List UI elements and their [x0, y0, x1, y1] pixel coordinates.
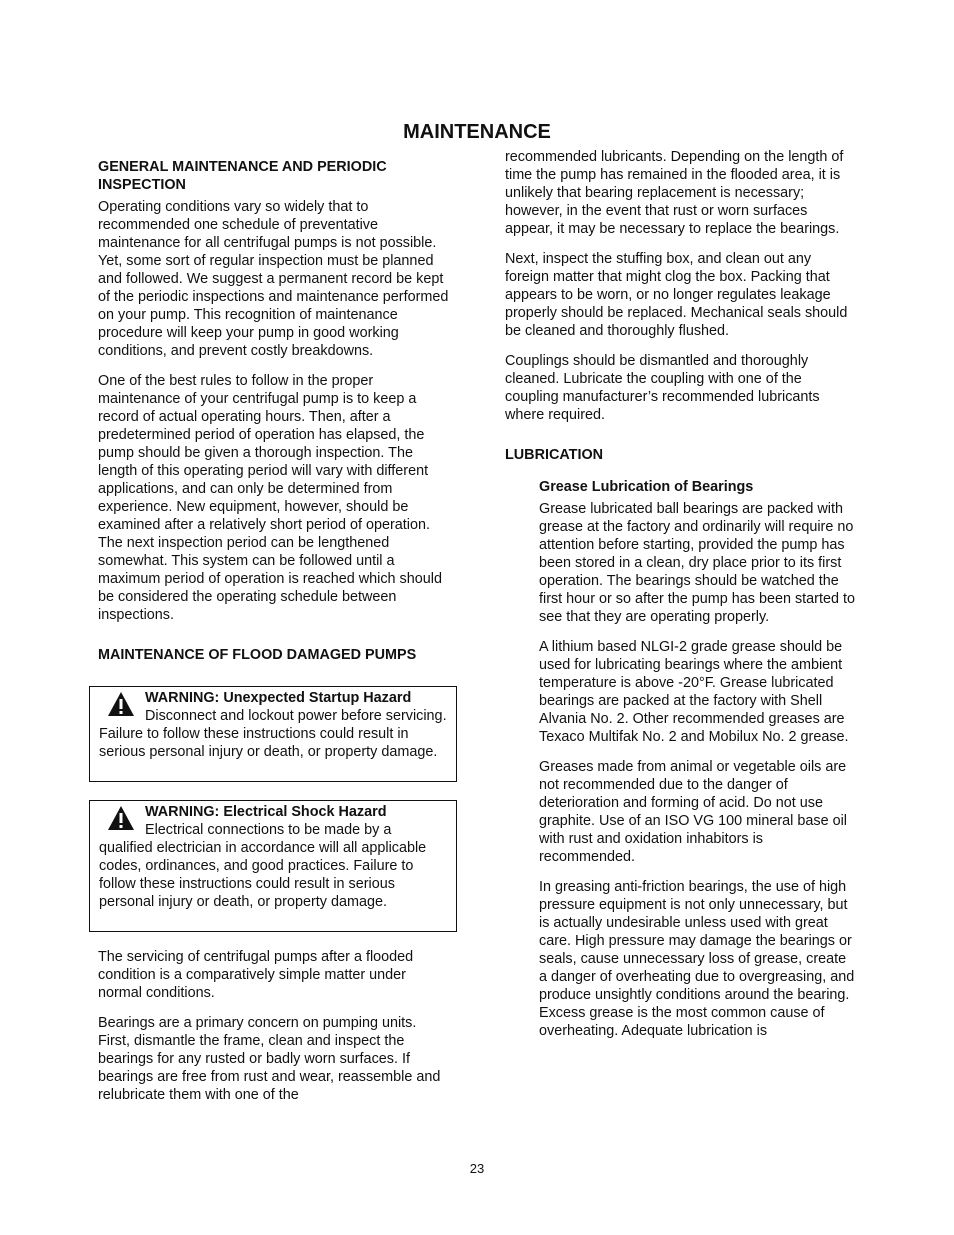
section-heading-lubrication: LUBRICATION — [505, 447, 604, 463]
warning-triangle-icon — [107, 805, 135, 831]
paragraph-general-1: Operating conditions vary so widely that to recommended one schedule of preventative maintenance for all centrifugal pumps is not possible. Yet, some sort of regular inspection must be planned and followed. We suggest a permanent record be kept of the periodic inspections and maintenance performed on your pump. This recognition of maintenance procedure will keep your pump in good working conditions, and prevent costly breakdowns. — [98, 199, 449, 359]
warning-triangle-icon — [107, 691, 135, 717]
warning-text: Electrical connections to be made by a qualified electrician in accordance will all applicable codes, ordinances, and good practices. Failure to follow these instructions could result in serious personal injury or death, or property damage. — [99, 822, 427, 910]
warning-box-startup-hazard — [89, 686, 457, 782]
paragraph-right-1: recommended lubricants. Depending on the length of time the pump has remained in the flooded area, it is unlikely that bearing replacement is necessary; however, in the event that rust or worn surfaces appear, it may be necessary to replace the bearings. — [505, 149, 844, 237]
paragraph-grease-1: Grease lubricated ball bearings are packed with grease at the factory and ordinarily will require no attention before starting, provided the pump has been stored in a clean, dry place prior to its first operation. The bearings should be watched the first hour or so after the pump has been started to see that they are operating properly. — [539, 501, 855, 625]
paragraph-flood-1: The servicing of centrifugal pumps after a flooded condition is a comparatively simple matter under normal conditions. — [98, 949, 414, 1001]
paragraph-right-2: Next, inspect the stuffing box, and clean out any foreign matter that might clog the box. Packing that appears to be worn, or no longer regulates leakage properly should be replaced. Mechanical seals should be cleaned and thoroughly flushed. — [505, 251, 848, 339]
grease-lubrication-section — [505, 478, 857, 1040]
left-column-lower — [98, 948, 450, 1104]
paragraph-grease-4: In greasing anti-friction bearings, the use of high pressure equipment is not only unnecessary, but is actually undesirable unless used with great care. High pressure may damage the bearings or seals, cause unnecessary loss of grease, create a danger of overheating due to overgreasing, and produce unsightly conditions around the bearing. Excess grease is the most common cause of overheating. Adequate lubrication is — [539, 879, 855, 1039]
section-heading-flood-damaged: MAINTENANCE OF FLOOD DAMAGED PUMPS — [98, 647, 417, 663]
section-heading-general-maintenance: GENERAL MAINTENANCE AND PERIODIC INSPECTION — [98, 159, 387, 193]
subheading-grease-lubrication: Grease Lubrication of Bearings — [539, 479, 754, 495]
warning-box-electrical-shock — [89, 800, 457, 932]
warning-title: WARNING: Unexpected Startup Hazard — [145, 690, 412, 706]
paragraph-grease-3: Greases made from animal or vegetable oils are not recommended due to the danger of deterioration and forming of acid. Do not use graphite. Use of an ISO VG 100 mineral base oil with rust and oxidation inhabitors is recommended. — [539, 759, 847, 865]
paragraph-right-3: Couplings should be dismantled and thoroughly cleaned. Lubricate the coupling with one of the coupling manufacturer’s recommended lubricants where required. — [505, 353, 820, 423]
page-title: MAINTENANCE — [403, 121, 551, 143]
paragraph-grease-2: A lithium based NLGI-2 grade grease should be used for lubricating bearings where the ambient temperature is above -20°F. Grease lubricated bearings are packed at the factory with Shell Alvania No. 2. Other recommended greases are Texaco Multifak No. 2 and Mobilux No. 2 grease. — [539, 639, 849, 745]
left-column — [98, 158, 450, 664]
paragraph-flood-2: Bearings are a primary concern on pumping units. First, dismantle the frame, clean and inspect the bearings for any rusted or badly worn surfaces. If bearings are free from rust and wear, reassemble and relubricate them with one of the — [98, 1015, 441, 1103]
right-column — [505, 148, 857, 1040]
warning-text: Disconnect and lockout power before servicing. Failure to follow these instructions could result in serious personal injury or death, or property damage. — [99, 708, 447, 760]
page-number: 23 — [469, 1161, 485, 1176]
warning-title: WARNING: Electrical Shock Hazard — [145, 804, 387, 820]
paragraph-general-2: One of the best rules to follow in the proper maintenance of your centrifugal pump is to keep a record of actual operating hours. Then, after a predetermined period of operation has elapsed, the pump should be given a thorough inspection. The length of this operating period will vary with different applications, and can only be determined from experience. New equipment, however, should be examined after a relatively short period of operation. The next inspection period can be lengthened somewhat. This system can be followed until a maximum period of operation is reached which should be considered the operating schedule between inspections. — [98, 373, 442, 623]
